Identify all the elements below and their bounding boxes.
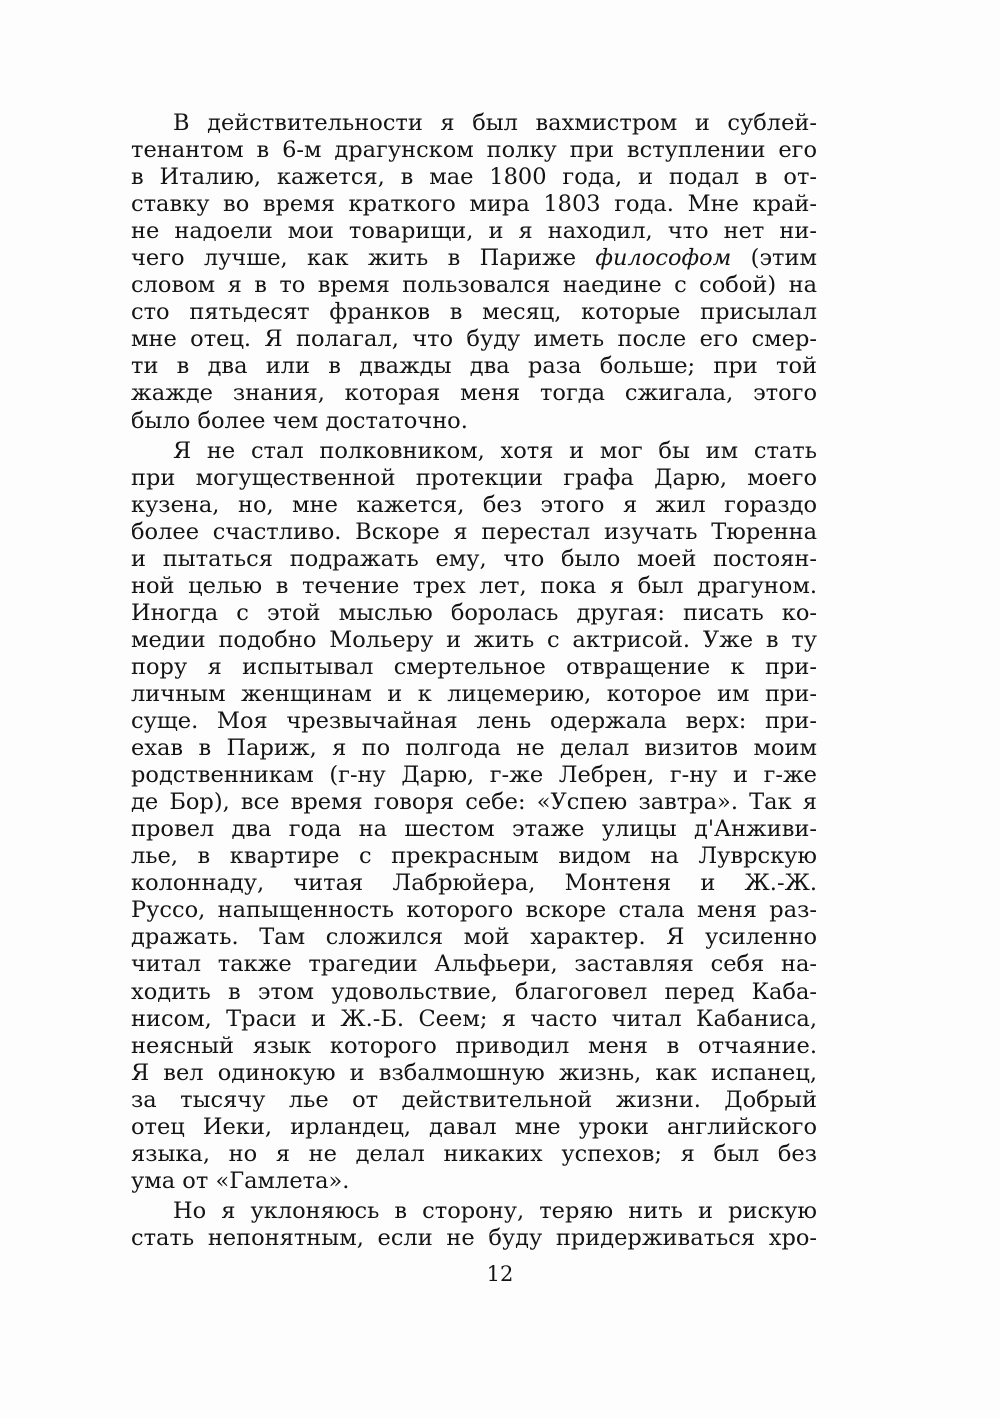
paragraph [131,1198,817,1252]
text-line: языка, но я не делал никаких успехов; я был без [131,1140,817,1167]
text-line: было более чем достаточно. [131,407,468,434]
text-line: суще. Моя чрезвычайная лень одержала верх: при- [131,708,817,735]
text-line: при могущественной протекции графа Дарю, моего [131,464,817,491]
text-line: не надоели мои товарищи, и я находил, что нет ни- [131,218,817,245]
paragraph [131,110,817,435]
text-line: более счастливо. Вскоре я перестал изучать Тюренна [131,518,817,545]
text-line: ходить в этом удовольствие, благоговел перед Каба- [131,978,817,1005]
text-line: отец Иеки, ирландец, давал мне уроки английского [131,1113,817,1140]
text-line: стать непонятным, если не буду придерживаться хро- [131,1224,817,1251]
text-line: ной целью в течение трех лет, пока я был драгуном. [131,572,817,599]
text-line: родственникам (г-ну Дарю, г-же Лебрен, г-ну и г-же [131,762,817,789]
text-line: медии подобно Мольеру и жить с актрисой. Уже в ту [131,626,817,653]
text-line: Я не стал полковником, хотя и мог бы им стать [173,437,817,464]
text-line: провел два года на шестом этаже улицы д'Анживи- [131,816,817,843]
text-line: ти в два или в дважды два раза больше; при той [131,353,817,380]
text-line: Руссо, напыщенность которого вскоре стала меня раз- [131,897,817,924]
page-number: 12 [486,1262,514,1286]
text-line: де Бор), все время говоря себе: «Успею завтра». Так я [131,789,817,816]
text-line: колоннаду, читая Лабрюйера, Монтеня и Ж.-Ж. [131,870,817,897]
emphasis-word: философом [595,245,732,272]
text-line: в Италию, кажется, в мае 1800 года, и подал в от- [131,164,817,191]
text-line: личным женщинам и к лицемерию, которое им при- [131,680,817,707]
text-line: В действительности я был вахмистром и сублей- [173,110,817,136]
text-line: ехав в Париж, я по полгода не делал визитов моим [131,735,817,762]
text-line: лье, в квартире с прекрасным видом на Луврскую [131,843,817,870]
paragraph [131,438,817,1195]
text-line: неясный язык которого приводил меня в отчаяние. [131,1032,817,1059]
text-line: ставку во время краткого мира 1803 года. Мне край- [131,191,817,218]
text-line: пору я испытывал смертельное отвращение к при- [131,653,817,680]
text-line: тенантом в 6-м драгунском полку при вступлении его [131,137,817,164]
text-line: Я вел одинокую и взбалмошную жизнь, как испанец, [131,1059,817,1086]
text-line: Иногда с этой мыслью боролась другая: писать ко- [131,599,817,626]
text-line: кузена, но, мне кажется, без этого я жил гораздо [131,491,817,518]
text-line: чего лучше, как жить в Париже философом (этим [131,245,817,272]
text-line: словом я в то время пользовался наедине с собой) на [131,272,817,299]
text-line: Но я уклоняюсь в сторону, теряю нить и рискую [173,1197,817,1224]
text-line: и пытаться подражать ему, что было моей постоян- [131,545,817,572]
text-line: читал также трагедии Альфьери, заставляя себя на- [131,951,817,978]
text-line: за тысячу лье от действительной жизни. Добрый [131,1086,817,1113]
text-line: ума от «Гамлета». [131,1167,350,1194]
text-line: мне отец. Я полагал, что буду иметь после его смер- [131,326,817,353]
text-line: жажде знания, которая меня тогда сжигала, этого [131,380,817,407]
text-line: нисом, Траси и Ж.-Б. Сеем; я часто читал Кабаниса, [131,1005,817,1032]
body-text [131,110,817,1252]
text-line: сто пятьдесят франков в месяц, которые присылал [131,299,817,326]
text-line: дражать. Там сложился мой характер. Я усиленно [131,924,817,951]
